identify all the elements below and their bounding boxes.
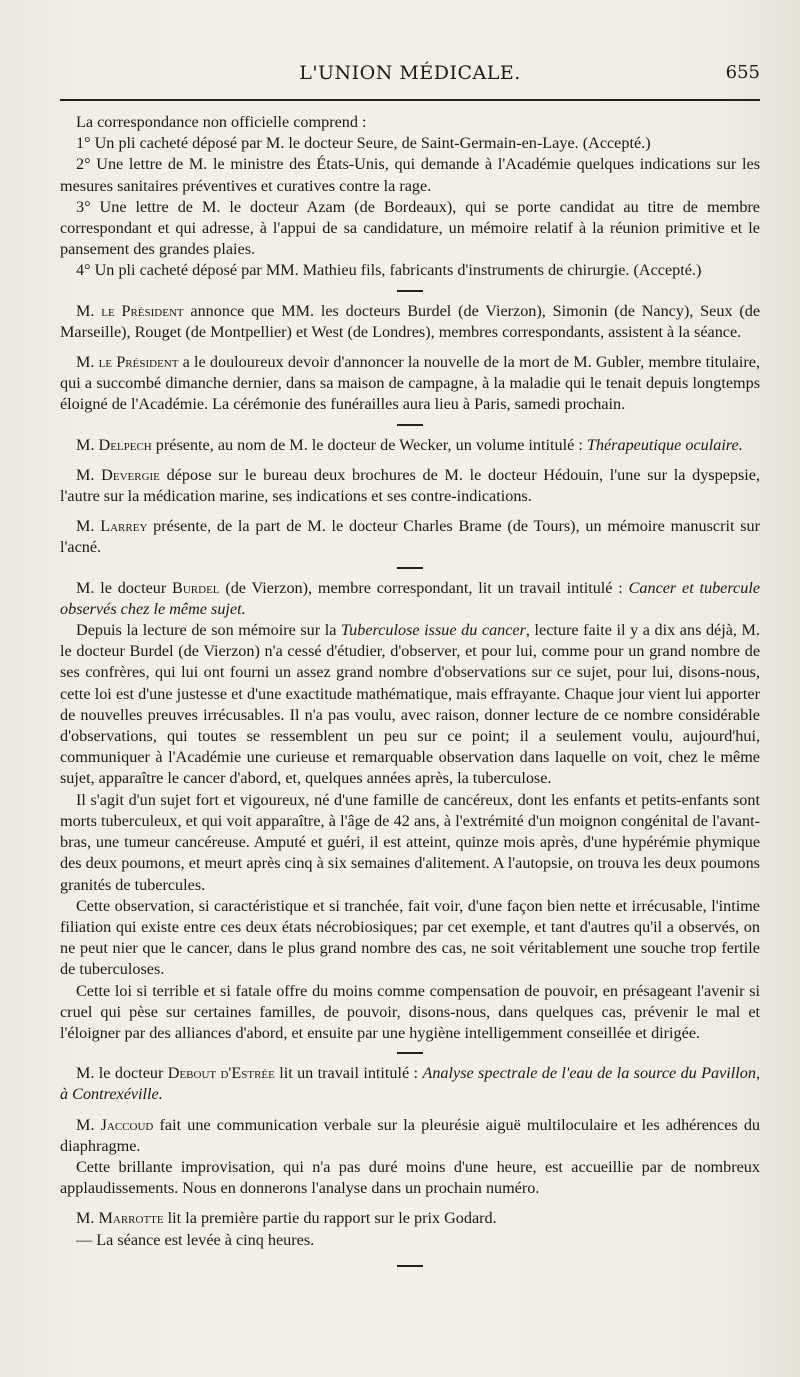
presentation-text: présente, au nom de M. le docteur de Wecker, un volume intitulé : <box>155 435 583 454</box>
paragraph-text: , lecture faite il y a dix ans déjà, M. le docteur Burdel (de Vierzon) n'a cessé d'étudier, d'observer, et pour lui, comme pour un grand nombre de ses confrères, qui lui ont fourni un assez grand nombre d'observations sur ce sujet, pour lui, disons-nous, cette loi est d'une justesse et d'une exactitude mathématique, mais effrayante. Chaque jour vient lui apporter de nouvelles preuves irrécusables. Il n'a pas voulu, avec raison, donner lecture de ce nombre considérable d'observations, qui toutes se ressemblent un peu sur ce point; il a seulement voulu, aujourd'hui, communiquer à l'Académie une curieuse et remarquable observation dans laquelle on voit, chez le même sujet, apparaître le cancer d'abord, et, quelques années après, la tuberculose. <box>60 621 761 788</box>
speaker-prefix: M. le docteur <box>76 1064 164 1083</box>
speaker-prefix: M. <box>76 517 95 536</box>
speaker-prefix: M. <box>76 435 95 454</box>
marrotte-reading <box>60 1208 760 1229</box>
header-rule <box>60 99 760 101</box>
burdel-paragraph-2: Il s'agit d'un sujet fort et vigoureux, né d'une famille de cancéreux, dont les enfants et petits-enfants sont morts tuberculeux, et qui voit apparaître, à l'âge de 42 ans, à l'extrémité d'un moignon congénital de l'avant-bras, une tumeur cancéreuse. Amputé et guéri, il est atteint, quinze mois après, d'une hypérémie phymique des deux poumons, et meurt après cinq à six semaines d'alitement. A l'autopsie, on trouva les deux poumons granités de tubercules. <box>60 790 760 894</box>
burdel-lead <box>60 578 760 620</box>
burdel-paragraph-1 <box>60 620 760 790</box>
speaker-prefix: M. <box>76 465 95 484</box>
session-end: — La séance est levée à cinq heures. <box>76 1230 315 1249</box>
speaker-name: Delpech <box>98 435 152 454</box>
speaker-name: Marrotte <box>98 1209 164 1228</box>
burdel-paragraph-3: Cette observation, si caractéristique et si tranchée, fait voir, d'une façon bien nette et irrécusable, l'intime filiation qui existe entre ces deux états nécrobiosiques; par cet exemple, et tant d'autres qu'il a observés, on ne peut nier que le cancer, dans le plus grand nombre des cas, ne soit véritablement une souche trop fertile de tuberculoses. <box>60 896 760 979</box>
speaker-prefix: M. <box>76 1115 95 1134</box>
speaker-prefix: M. <box>76 1209 95 1228</box>
memoir-title: Tuberculose issue du cancer <box>341 621 526 640</box>
correspondence-item-2: 2° Une lettre de M. le ministre des États-Unis, qui demande à l'Académie quelques indications sur les mesures sanitaires préventives et curatives contre la rage. <box>60 155 760 195</box>
speaker-prefix: M. <box>76 353 95 372</box>
article-body <box>60 112 760 1276</box>
book-title: Thérapeutique oculaire. <box>586 435 743 454</box>
page-number: 655 <box>725 62 760 83</box>
correspondence-item-4: 4° Un pli cacheté déposé par MM. Mathieu fils, fabricants d'instruments de chirurgie. (Accepté.) <box>76 261 702 280</box>
page-header <box>60 62 760 90</box>
speaker-name: Devergie <box>101 465 160 484</box>
running-title: L'UNION MÉDICALE. <box>299 62 521 84</box>
larrey-presentation <box>60 516 760 558</box>
presentation-text: dépose sur le bureau deux brochures de M. le docteur Hédouin, l'une sur la dyspepsie, l'autre sur la médication marine, ses indications et ses contre-indications. <box>60 465 761 506</box>
debout-reading <box>60 1063 760 1105</box>
communication-text: fait une communication verbale sur la pleurésie aiguë multiloculaire et les adhérences du diaphragme. <box>60 1115 761 1155</box>
devergie-presentation <box>60 465 760 507</box>
closing-separator <box>397 1265 423 1267</box>
lead-text: (de Vierzon), membre correspondant, lit un travail intitulé : <box>225 578 623 597</box>
speaker-name: le Président <box>101 301 184 320</box>
speaker-name: le Président <box>98 353 179 372</box>
speaker-prefix: M. <box>76 301 95 320</box>
improvisation-note: Cette brillante improvisation, qui n'a pas duré moins d'une heure, est accueillie par de nombreux applaudissements. Nous en donnerons l'analyse dans un prochain numéro. <box>60 1157 760 1198</box>
section-separator <box>397 290 423 292</box>
correspondence-intro: La correspondance non officielle comprend : <box>76 113 367 131</box>
announcement-text: a le douloureux devoir d'annoncer la nouvelle de la mort de M. Gubler, membre titulaire, qui a succombé dimanche dernier, dans sa maison de campagne, à la maladie qui le tenait depuis longtemps éloigné de l'Académie. La cérémonie des funérailles aura lieu à Paris, samedi prochain. <box>60 353 761 414</box>
correspondence-item-3: 3° Une lettre de M. le docteur Azam (de Bordeaux), qui se porte candidat au titre de membre correspondant et qui adresse, à l'appui de sa candidature, un mémoire relatif à la réunion primitive et le pansement des grandes plaies. <box>60 197 760 259</box>
section-separator <box>397 1052 423 1054</box>
section-separator <box>397 567 423 569</box>
paragraph-text: Depuis la lecture de son mémoire sur la <box>76 621 337 640</box>
jaccoud-communication <box>60 1115 760 1157</box>
delpech-presentation <box>60 435 760 456</box>
speaker-name: Larrey <box>100 517 148 536</box>
work-title: Analyse spectrale de l'eau de la source du Pavillon, à Contrexéville. <box>60 1064 761 1104</box>
announcement-text: annonce que MM. les docteurs Burdel (de Vierzon), Simonin (de Nancy), Seux (de Marseille), Rouget (de Montpellier) et West (de Londres), membres correspondants, assistent à la séance. <box>60 301 760 341</box>
speaker-name: Burdel <box>172 578 220 597</box>
section-separator <box>397 424 423 426</box>
president-announcement-1 <box>60 301 760 343</box>
speaker-prefix: M. le docteur <box>76 578 167 597</box>
presentation-text: présente, de la part de M. le docteur Charles Brame (de Tours), un mémoire manuscrit sur l'acné. <box>60 517 760 557</box>
work-title: Cancer et tubercule observés chez le même sujet. <box>60 578 761 618</box>
speaker-name: Debout d'Estrée <box>167 1064 275 1083</box>
speaker-name: Jaccoud <box>100 1115 154 1134</box>
president-announcement-2 <box>60 352 760 416</box>
burdel-paragraph-4: Cette loi si terrible et si fatale offre du moins comme compensation de pouvoir, en présageant l'avenir si cruel qui pèse sur certaines familles, de pouvoir, disons-nous, dans quelques cas, prévenir le mal et l'éloigner par des alliances d'abord, et ensuite par une hygiène intelligemment conseillée et dirigée. <box>60 981 760 1042</box>
correspondence-item-1: 1° Un pli cacheté déposé par M. le docteur Seure, de Saint-Germain-en-Laye. (Accepté.) <box>76 134 651 153</box>
reading-text: lit un travail intitulé : <box>279 1064 419 1083</box>
reading-text: lit la première partie du rapport sur le prix Godard. <box>167 1209 497 1228</box>
